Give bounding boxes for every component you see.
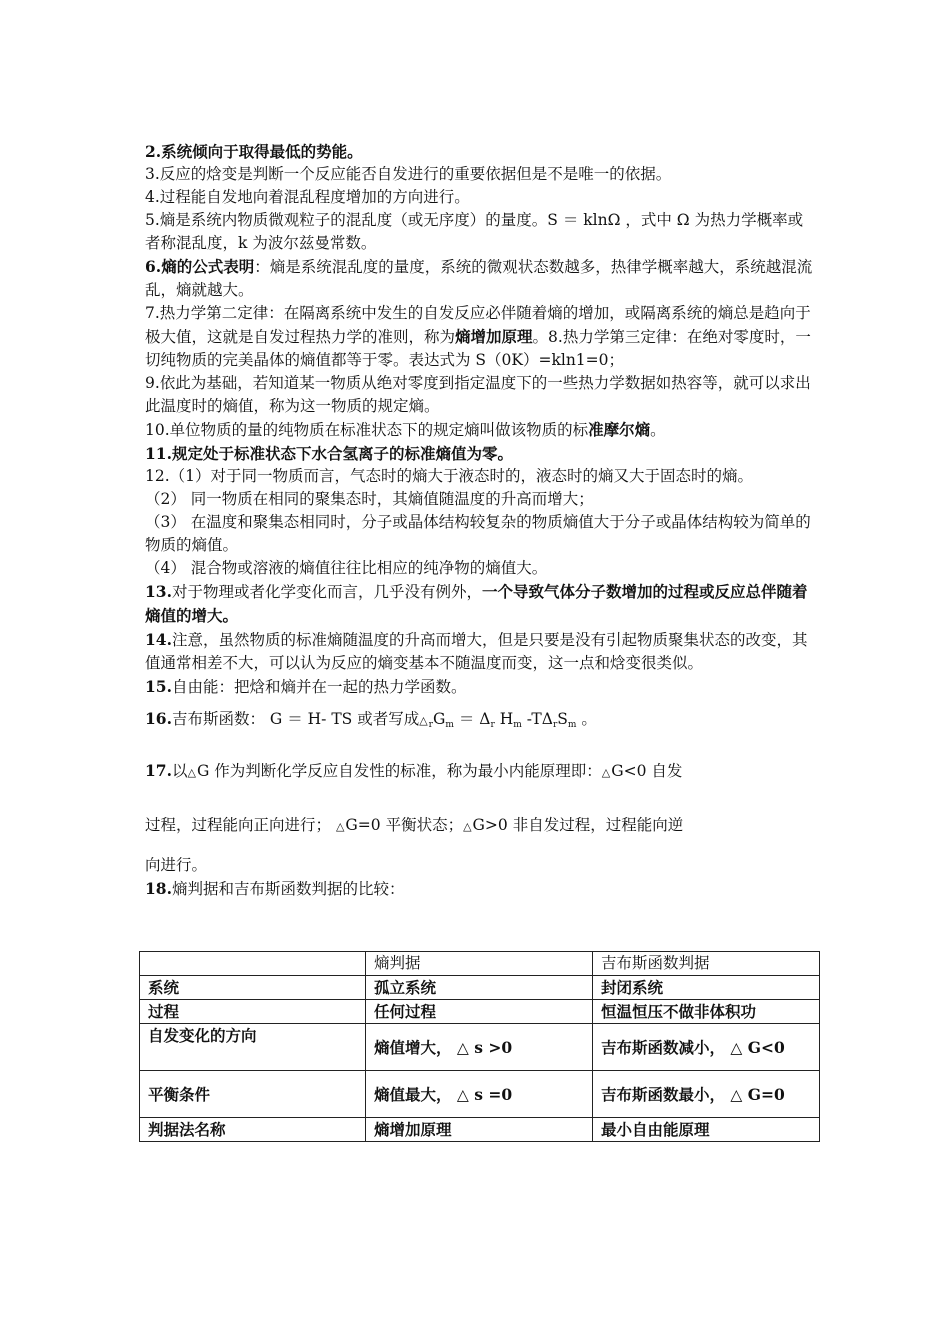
- item-14-num: 14.: [145, 630, 172, 649]
- table-cell: [593, 1071, 820, 1118]
- formula-h: H: [494, 710, 514, 728]
- item-17-a: 以: [171, 762, 188, 780]
- table-cell: 最小自由能原理: [593, 1118, 820, 1142]
- table-cell: 任何过程: [366, 1000, 593, 1024]
- item-16-num: 16.: [145, 709, 172, 728]
- item-15-num: 15.: [145, 677, 172, 696]
- item-16-text: 吉布斯函数： G ＝ H- TS 或者写成: [171, 710, 420, 728]
- formula-s: S: [557, 710, 568, 728]
- item-17-num: 17.: [145, 761, 172, 780]
- item-13: [145, 580, 813, 628]
- item-17-line2: [145, 814, 813, 838]
- table-cell: 自发变化的方向: [140, 1024, 366, 1071]
- cell-text: 吉布斯函数最小，: [601, 1084, 731, 1104]
- cell-formula: △ G=0: [730, 1084, 785, 1104]
- delta-icon: △: [187, 766, 197, 779]
- item-12-4: （4） 混合物或溶液的熵值往往比相应的纯净物的熵值大。: [145, 559, 548, 577]
- delta-icon: △: [601, 766, 612, 779]
- table-header-gibbs: 吉布斯函数判据: [593, 952, 820, 976]
- item-5: 5.熵是系统内物质微观粒子的混乱度（或无序度）的量度。S ＝ klnΩ ，式中 Ω 为热力学概率或者称混乱度，k 为波尔兹曼常数。: [145, 211, 804, 252]
- item-10-end: 。: [650, 421, 666, 439]
- item-6-text: ：熵是系统混乱度的量度，系统的微观状态数越多，热律学概率越大，系统越混流乱，熵就越大。: [145, 258, 813, 299]
- sub-m: m: [445, 720, 454, 730]
- delta-icon: △: [419, 714, 429, 727]
- item-11: 11.规定处于标准状态下水合氢离子的标准熵值为零。: [145, 444, 513, 463]
- table-header-row: [140, 952, 820, 976]
- delta-icon: △: [463, 820, 473, 833]
- delta-icon: △: [335, 820, 346, 833]
- item-17-d: 过程，过程能向正向进行；: [145, 816, 336, 834]
- item-18: [145, 877, 813, 901]
- item-12-3: （3） 在温度和聚集态相同时，分子或晶体结构较复杂的物质熵值大于分子或晶体结构较为简单的物质的熵值。: [145, 513, 811, 554]
- sub-r2: r: [490, 720, 495, 730]
- cell-formula: △ G<0: [730, 1037, 785, 1057]
- item-6-num: 6.: [145, 257, 162, 276]
- item-15-text: 自由能：把焓和熵并在一起的热力学函数。: [171, 678, 467, 696]
- table-cell: [366, 1071, 593, 1118]
- formula-eq: ＝ Δ: [453, 710, 491, 728]
- item-17-line1: [145, 759, 813, 784]
- item-14-text: 注意，虽然物质的标准熵随温度的升高而增大，但是只要是没有引起物质聚集状态的改变，其值通常相差不大，可以认为反应的熵变基本不随温度而变，这一点和焓变很类似。: [145, 631, 808, 672]
- table-cell: 孤立系统: [366, 976, 593, 1000]
- sub-m2: m: [513, 720, 522, 730]
- table-row: [140, 1024, 820, 1071]
- table-cell: 过程: [140, 1000, 366, 1024]
- item-2: 2.系统倾向于取得最低的势能。: [145, 142, 363, 161]
- cell-text: 吉布斯函数减小，: [601, 1037, 731, 1057]
- item-13-text: 对于物理或者化学变化而言，几乎没有例外，: [171, 583, 482, 601]
- table-cell: 熵增加原理: [366, 1118, 593, 1142]
- cell-text: 熵值增大，: [374, 1037, 457, 1057]
- table-header-entropy: 熵判据: [366, 952, 593, 976]
- item-10-bold: 准摩尔熵: [588, 420, 651, 439]
- item-17-b: G 作为判断化学反应自发性的标准，称为最小内能原理即：: [196, 762, 602, 780]
- table-cell: [366, 1024, 593, 1071]
- item-10-text: 10.单位物质的量的纯物质在标准状态下的规定熵叫做该物质的标: [145, 421, 589, 439]
- formula-t: -TΔ: [521, 710, 553, 728]
- comparison-table: [139, 951, 820, 1142]
- table-cell: 判据法名称: [140, 1118, 366, 1142]
- table-row: [140, 1071, 820, 1118]
- item-6: [145, 255, 813, 302]
- formula-g: G: [432, 710, 446, 728]
- table-row: [140, 1118, 820, 1142]
- item-17-f: G>0 非自发过程，过程能向逆: [472, 816, 684, 834]
- item-14: [145, 628, 813, 675]
- table-row: [140, 1000, 820, 1024]
- item-13-num: 13.: [145, 582, 172, 601]
- item-7-text: 7.热力学第二定律：在隔离系统中发生的自发反应必伴随着熵的增加，或隔离系统的熵总是趋向于极大值，这就是自发过程热力学的准则，称为: [145, 304, 811, 346]
- table-cell: [140, 952, 366, 976]
- sub-m3: m: [567, 720, 577, 730]
- cell-text: 熵值最大，: [374, 1084, 457, 1104]
- sub-r: r: [428, 720, 433, 730]
- table-cell: 封闭系统: [593, 976, 820, 1000]
- item-18-text: 熵判据和吉布斯函数判据的比较：: [171, 880, 405, 898]
- sub-r3: r: [552, 720, 558, 730]
- table-cell: 恒温恒压不做非体积功: [593, 1000, 820, 1024]
- item-17-e: G=0 平衡状态；: [345, 816, 464, 834]
- cell-formula: △ s =0: [456, 1084, 513, 1104]
- item-10: [145, 418, 813, 442]
- item-12-1: 12.（1）对于同一物质而言，气态时的熵大于液态时的，液态时的熵又大于固态时的熵。: [145, 467, 754, 485]
- formula-end: 。: [576, 710, 597, 728]
- item-15: [145, 675, 813, 699]
- item-17-line3: 向进行。: [145, 856, 208, 874]
- item-7: [145, 302, 813, 372]
- table-cell: 平衡条件: [140, 1071, 366, 1118]
- item-4: 4.过程能自发地向着混乱程度增加的方向进行。: [145, 188, 470, 206]
- document-body: [145, 140, 813, 901]
- item-12-2: （2） 同一物质在相同的聚集态时，其熵值随温度的升高而增大；: [145, 490, 594, 508]
- item-8-text: 。8.热力学第三定律：在绝对零度时，一切纯物质的完美晶体的熵值都等于零。表达式为 S（0K）=kln1=0；: [145, 328, 811, 369]
- item-3: 3.反应的焓变是判断一个反应能否自发进行的重要依据但是不是唯一的依据。: [145, 165, 672, 183]
- item-7-bold: 熵增加原理: [455, 327, 533, 346]
- item-17-c: G<0 自发: [611, 762, 683, 780]
- item-16: [145, 707, 813, 737]
- table-row: [140, 976, 820, 1000]
- item-18-num: 18.: [145, 879, 172, 898]
- item-6-bold: 熵的公式表明: [161, 257, 255, 276]
- cell-formula: △ s >0: [456, 1037, 513, 1057]
- item-9: 9.依此为基础，若知道某一物质从绝对零度到指定温度下的一些热力学数据如热容等，就可以求出此温度时的熵值，称为这一物质的规定熵。: [145, 374, 811, 415]
- table-cell: [593, 1024, 820, 1071]
- table-cell: 系统: [140, 976, 366, 1000]
- item-13-bold: 一个导致气体分子数增加的过程或反应总伴随着熵值的增大。: [145, 582, 808, 625]
